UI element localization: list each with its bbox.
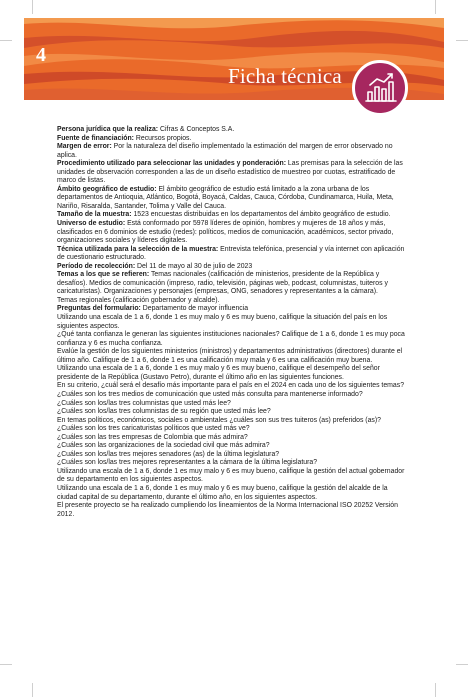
crop-mark [32, 0, 33, 14]
question-item: ¿Cuáles son los/las tres mejores representantes a la cámara de la última legislatura? [57, 459, 318, 467]
question-item: ¿Cuáles son los tres caricaturistas políticos que usted más ve? [57, 425, 250, 433]
question-item: En temas políticos, económicos, sociales o ambientales ¿cuáles son sus tres tuiteros (as) preferidos (as)? [57, 416, 382, 424]
field-legal-entity: Persona jurídica que la realiza: Cifras & Conceptos S.A. [57, 126, 235, 133]
field-geographic-scope: Ámbito geográfico de estudio: El ámbito geográfico de estudio está limitado a la zona urbana de los departamentos de Antioquia, Atlántico, Bogotá, Boyacá, Caldas, Cauca, Córdoba, Cundinamarca, Huila, Meta, Nariño, Risaralda, Santander, Tolima y Valle del Cauca. [57, 185, 394, 210]
question-item: ¿Cuáles son las organizaciones de la sociedad civil que más admira? [57, 442, 270, 450]
question-item: Utilizando una escala de 1 a 6, donde 1 es muy malo y 6 es muy bueno, califique la gestión del actual gobernador de su departamento en los siguientes aspectos. [57, 467, 405, 484]
crop-mark [435, 683, 436, 697]
question-item: Evalúe la gestión de los siguientes ministerios (ministros) y departamentos administrativos (directores) durante el último año. Califique de 1 a 6, donde 1 es una calificación muy mala y 6 es una calificación muy buena. [57, 348, 403, 364]
field-topics: Temas a los que se refieren: Temas nacionales (calificación de ministerios, presidente de la República y desafíos). Medios de comunicación (impreso, radio, televisión, páginas web, podcast, columnistas, tuiteros y caricaturistas). Organizaciones y personajes (empresas, ONG, senadores y representantes a la cámara). [57, 271, 388, 296]
crop-mark [456, 40, 468, 41]
field-funding-source: Fuente de financiación: Recursos propios. [57, 134, 192, 142]
page-title: Ficha técnica [228, 64, 342, 88]
question-item: Utilizando una escala de 1 a 6, donde 1 es muy malo y 6 es muy bueno, califique la gestión del alcalde de la ciudad capital de su departamento, durante el último año, en los siguientes aspectos. [57, 484, 388, 501]
question-item: ¿Cuáles son los/las tres columnistas que usted más lee? [57, 399, 231, 407]
field-form-questions: Preguntas del formulario: Departamento de mayor influencia [57, 305, 249, 313]
question-item: ¿Cuáles son los tres medios de comunicación que usted más consulta para mantenerse informado? [57, 390, 363, 398]
field-collection-period: Período de recolección: Del 11 de mayo al 30 de julio de 2023 [57, 262, 253, 270]
field-selection-procedure: Procedimiento utilizado para seleccionar las unidades y ponderación: Las premisas para la selección de las unidades de observación corresponden a las de un diseño estadístico de muestreo por cuotas, estratificado de marco de listas. [57, 160, 403, 185]
question-item: ¿Cuáles son los/las tres mejores senadores (as) de la última legislatura? [57, 450, 280, 458]
question-item: En su criterio, ¿cuál será el desafío más importante para el país en el 2024 en cada uno de los siguientes temas? [57, 382, 405, 390]
chapter-number: 4 [36, 44, 46, 66]
question-item: ¿Qué tanta confianza le generan las siguientes instituciones nacionales? Califique de 1 a 6, donde 1 es muy poca confianza y 6 es mucha confianza. [57, 331, 405, 347]
question-item: Utilizando una escala de 1 a 6, donde 1 es muy malo y 6 es muy bueno, califique el desempeño del señor presidente de la República (Gustavo Petro), durante el último año en las siguientes funciones. [57, 365, 380, 381]
question-item: ¿Cuáles son las tres empresas de Colombia que más admira? [57, 433, 248, 441]
field-regional-topics: Temas regionales (calificación gobernador y alcalde). [57, 296, 220, 304]
crop-mark [456, 664, 468, 665]
technical-sheet [57, 126, 409, 519]
question-item: Utilizando una escala de 1 a 6, donde 1 es muy malo y 6 es muy bueno, califique la situación del país en los siguientes aspectos. [57, 314, 388, 330]
chart-badge [352, 60, 408, 116]
field-study-universe: Universo de estudio: Está conformado por 5978 líderes de opinión, hombres y mujeres de 18 años y más, clasificados en 6 dominios de estudio (redes): políticos, medios de comunicación, académicos, sector privado, organizaciones sociales y líderes digitales. [57, 220, 394, 245]
crop-mark [0, 664, 12, 665]
crop-mark [0, 40, 12, 41]
question-item: ¿Cuáles son los/las tres columnistas de su región que usted más lee? [57, 408, 271, 416]
iso-compliance-note: El presente proyecto se ha realizado cumpliendo los lineamientos de la Norma Internacional ISO 20252 Versión 2012. [57, 502, 398, 518]
bar-chart-trend-icon [363, 70, 399, 106]
crop-mark [435, 0, 436, 14]
field-margin-of-error: Margen de error: Por la naturaleza del diseño implementado la estimación del margen de error observado no aplica. [57, 143, 393, 159]
field-sample-size: Tamaño de la muestra: 1523 encuestas distribuidas en los departamentos del ámbito geográfico de estudio. [57, 211, 391, 219]
field-sampling-technique: Técnica utilizada para la selección de la muestra: Entrevista telefónica, presencial y vía internet con aplicación de cuestionario estructurado. [57, 245, 405, 262]
crop-mark [32, 683, 33, 697]
